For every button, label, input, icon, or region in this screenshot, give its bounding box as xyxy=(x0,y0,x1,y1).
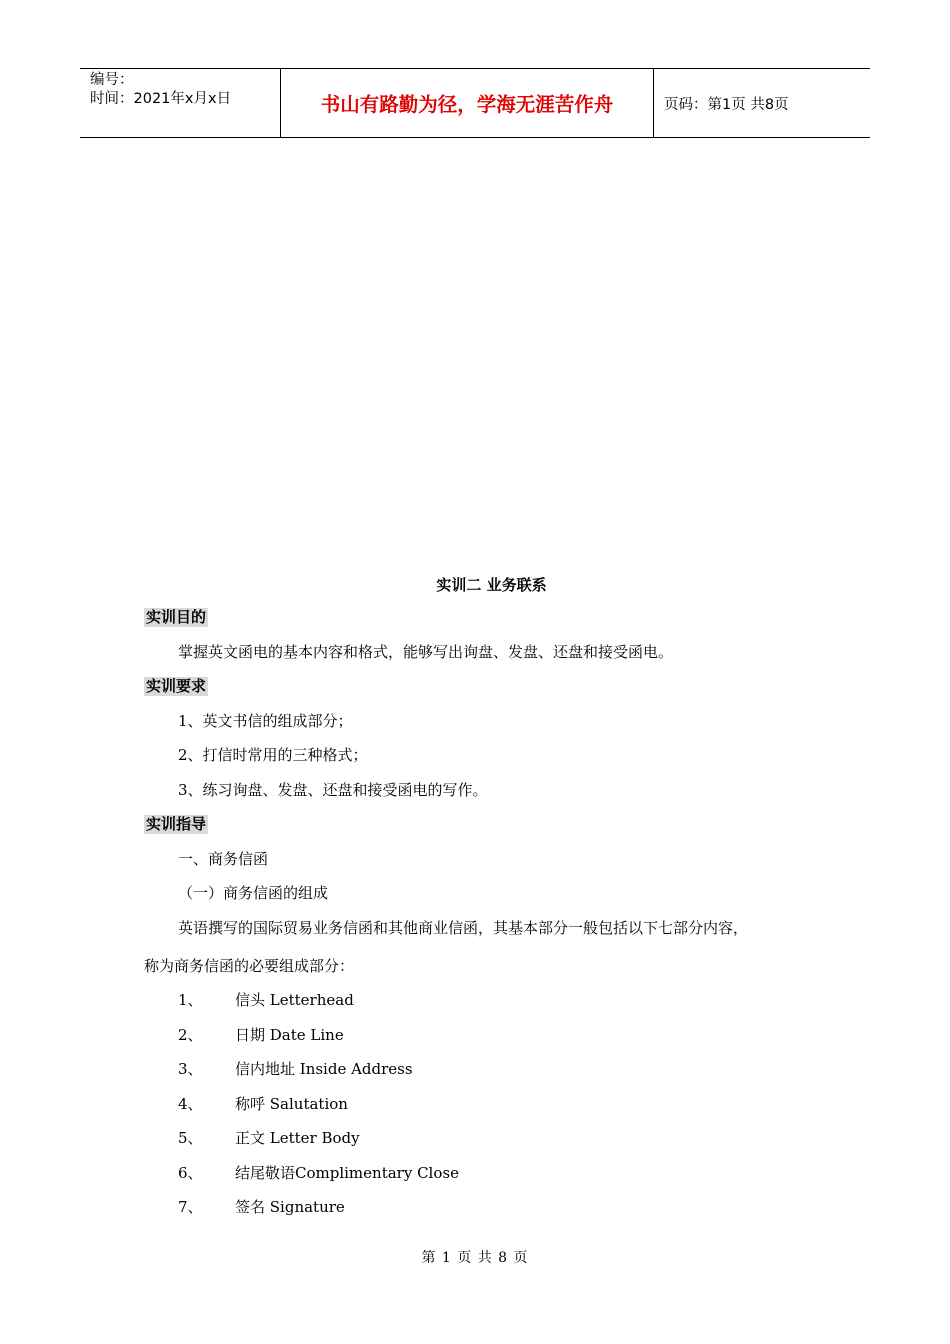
header-motto: 书山有路勤为径，学海无涯苦作舟 xyxy=(281,69,654,137)
purpose-text: 掌握英文函电的基本内容和格式，能够写出询盘、发盘、还盘和接受函电。 xyxy=(178,643,674,661)
list-item-number: 5、 xyxy=(178,1129,203,1147)
header-time-label: 时间：2021年x月x日 xyxy=(90,91,232,107)
list-item-text: 称呼 Salutation xyxy=(235,1095,348,1113)
guidance-subheading: （一）商务信函的组成 xyxy=(178,884,329,902)
list-item-number: 3、 xyxy=(178,1060,203,1078)
guidance-subheading: 一、商务信函 xyxy=(178,850,269,868)
section-head-requirements: 实训要求 xyxy=(146,677,207,695)
header-page-info: 页码：第1页 共8页 xyxy=(664,96,789,113)
list-item-text: 正文 Letter Body xyxy=(235,1129,360,1147)
document-title: 实训二 业务联系 xyxy=(436,576,547,594)
page-footer: 第 1 页 共 8 页 xyxy=(421,1250,529,1266)
guidance-paragraph-line: 称为商务信函的必要组成部分： xyxy=(144,957,355,975)
requirement-item: 3、练习询盘、发盘、还盘和接受函电的写作。 xyxy=(178,781,488,799)
section-head-purpose: 实训目的 xyxy=(146,608,207,626)
list-item-text: 信内地址 Inside Address xyxy=(235,1060,413,1078)
list-item-text: 签名 Signature xyxy=(235,1198,345,1216)
list-item-text: 信头 Letterhead xyxy=(235,991,354,1009)
list-item-number: 2、 xyxy=(178,1026,203,1044)
requirement-item: 1、英文书信的组成部分； xyxy=(178,712,353,730)
header-number-label: 编号： xyxy=(90,72,134,88)
list-item-text: 日期 Date Line xyxy=(235,1026,344,1044)
document-header xyxy=(80,68,870,138)
list-item-text: 结尾敬语Complimentary Close xyxy=(235,1164,459,1182)
list-item-number: 4、 xyxy=(178,1095,203,1113)
header-meta-cell xyxy=(80,69,281,137)
list-item-number: 6、 xyxy=(178,1164,203,1182)
list-item-number: 7、 xyxy=(178,1198,203,1216)
section-head-guidance: 实训指导 xyxy=(146,815,207,833)
list-item-number: 1、 xyxy=(178,991,203,1009)
requirement-item: 2、打信时常用的三种格式； xyxy=(178,746,368,764)
guidance-paragraph-line: 英语撰写的国际贸易业务信函和其他商业信函，其基本部分一般包括以下七部分内容， xyxy=(178,919,749,937)
